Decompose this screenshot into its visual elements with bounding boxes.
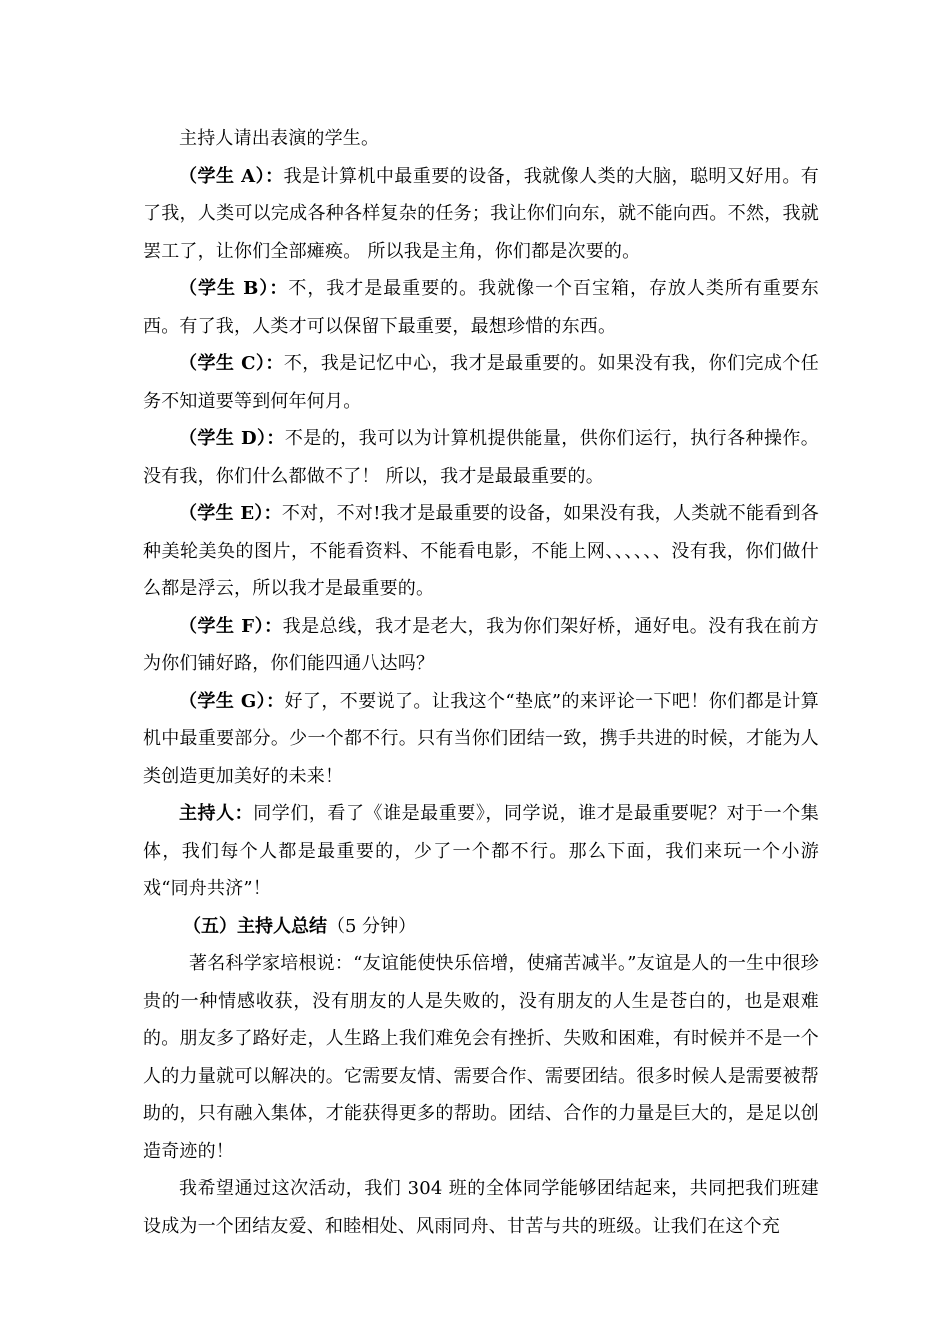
document-body — [143, 120, 819, 1245]
paragraph-text: 主持人请出表演的学生。 — [179, 128, 380, 149]
paragraph-text: 不，我是记忆中心，我才是最重要的。如果没有我，你们完成个任务不知道要等到何年何月。 — [143, 353, 820, 412]
paragraph-text: 我是计算机中最重要的设备，我就像人类的大脑，聪明又好用。有了我，人类可以完成各种各样复杂的任务；我让你们向东，就不能向西。不然，我就罢工了，让你们全部瘫痪。 所以我是主角，你们都是次要的。 — [143, 165, 819, 262]
paragraph-student-f — [143, 608, 819, 683]
paragraph-text: 不，我才是最重要的。我就像一个百宝箱，存放人类所有重要东西。有了我，人类才可以保留下最重要，最想珍惜的东西。 — [143, 278, 819, 337]
paragraph-text: 不是的，我可以为计算机提供能量，供你们运行，执行各种操作。没有我，你们什么都做不了！ 所以，我才是最最重要的。 — [143, 428, 820, 487]
speaker-label: （学生 D）： — [179, 428, 285, 449]
paragraph-text: 著名科学家培根说：“友谊能使快乐倍增，使痛苦减半。”友谊是人的一生中很珍贵的一种情感收获，没有朋友的人是失败的，没有朋友的人生是苍白的，也是艰难的。朋友多了路好走，人生路上我们难免会有挫折、失败和困难，有时候并不是一个人的力量就可以解决的。它需要友情、需要合作、需要团结。很多时候人是需要被帮助的，只有融入集体，才能获得更多的帮助。团结、合作的力量是巨大的，是足以创造奇迹的！ — [143, 953, 819, 1162]
section-heading — [143, 908, 819, 946]
paragraph-student-d — [143, 420, 819, 495]
section-heading-note: （5 分钟） — [327, 915, 417, 937]
speaker-label: 主持人： — [179, 803, 254, 824]
paragraph-text: 我希望通过这次活动，我们 304 班的全体同学能够团结起来，共同把我们班建设成为一个团结友爱、和睦相处、风雨同舟、甘苦与共的班级。让我们在这个充 — [143, 1178, 819, 1237]
paragraph-text: 我是总线，我才是老大，我为你们架好桥，通好电。没有我在前方为你们铺好路，你们能四通八达吗？ — [143, 615, 820, 674]
paragraph-student-e — [143, 495, 819, 608]
paragraph-text: 同学们，看了《谁是最重要》，同学说，谁才是最重要呢？对于一个集体，我们每个人都是最重要的，少了一个都不行。那么下面，我们来玩一个小游戏“同舟共济”！ — [143, 803, 819, 899]
speaker-label: （学生 G）： — [179, 690, 285, 712]
section-heading-title: （五）主持人总结 — [183, 915, 327, 937]
paragraph-student-c — [143, 345, 819, 420]
speaker-label: （学生 B）： — [179, 278, 289, 299]
speaker-label: （学生 A）： — [179, 165, 284, 187]
speaker-label: （学生 F）： — [179, 615, 283, 637]
paragraph-summary — [143, 945, 819, 1170]
paragraph-host-intro — [143, 120, 819, 158]
paragraph-student-b — [143, 270, 819, 345]
paragraph-student-a — [143, 158, 819, 271]
paragraph-hope — [143, 1170, 819, 1245]
paragraph-student-g — [143, 683, 819, 796]
paragraph-text: 好了，不要说了。让我这个“垫底”的来评论一下吧！你们都是计算机中最重要部分。少一个都不行。只有当你们团结一致，携手共进的时候，才能为人类创造更加美好的未来！ — [143, 690, 819, 787]
speaker-label: （学生 E）： — [179, 503, 282, 524]
paragraph-text: 不对，不对!我才是最重要的设备，如果没有我，人类就不能看到各种美轮美奂的图片，不能看资料、不能看电影，不能上网、、、、、、没有我，你们做什么都是浮云，所以我才是最重要的。 — [143, 503, 820, 599]
paragraph-host-comment — [143, 795, 819, 908]
speaker-label: （学生 C）： — [179, 353, 284, 374]
